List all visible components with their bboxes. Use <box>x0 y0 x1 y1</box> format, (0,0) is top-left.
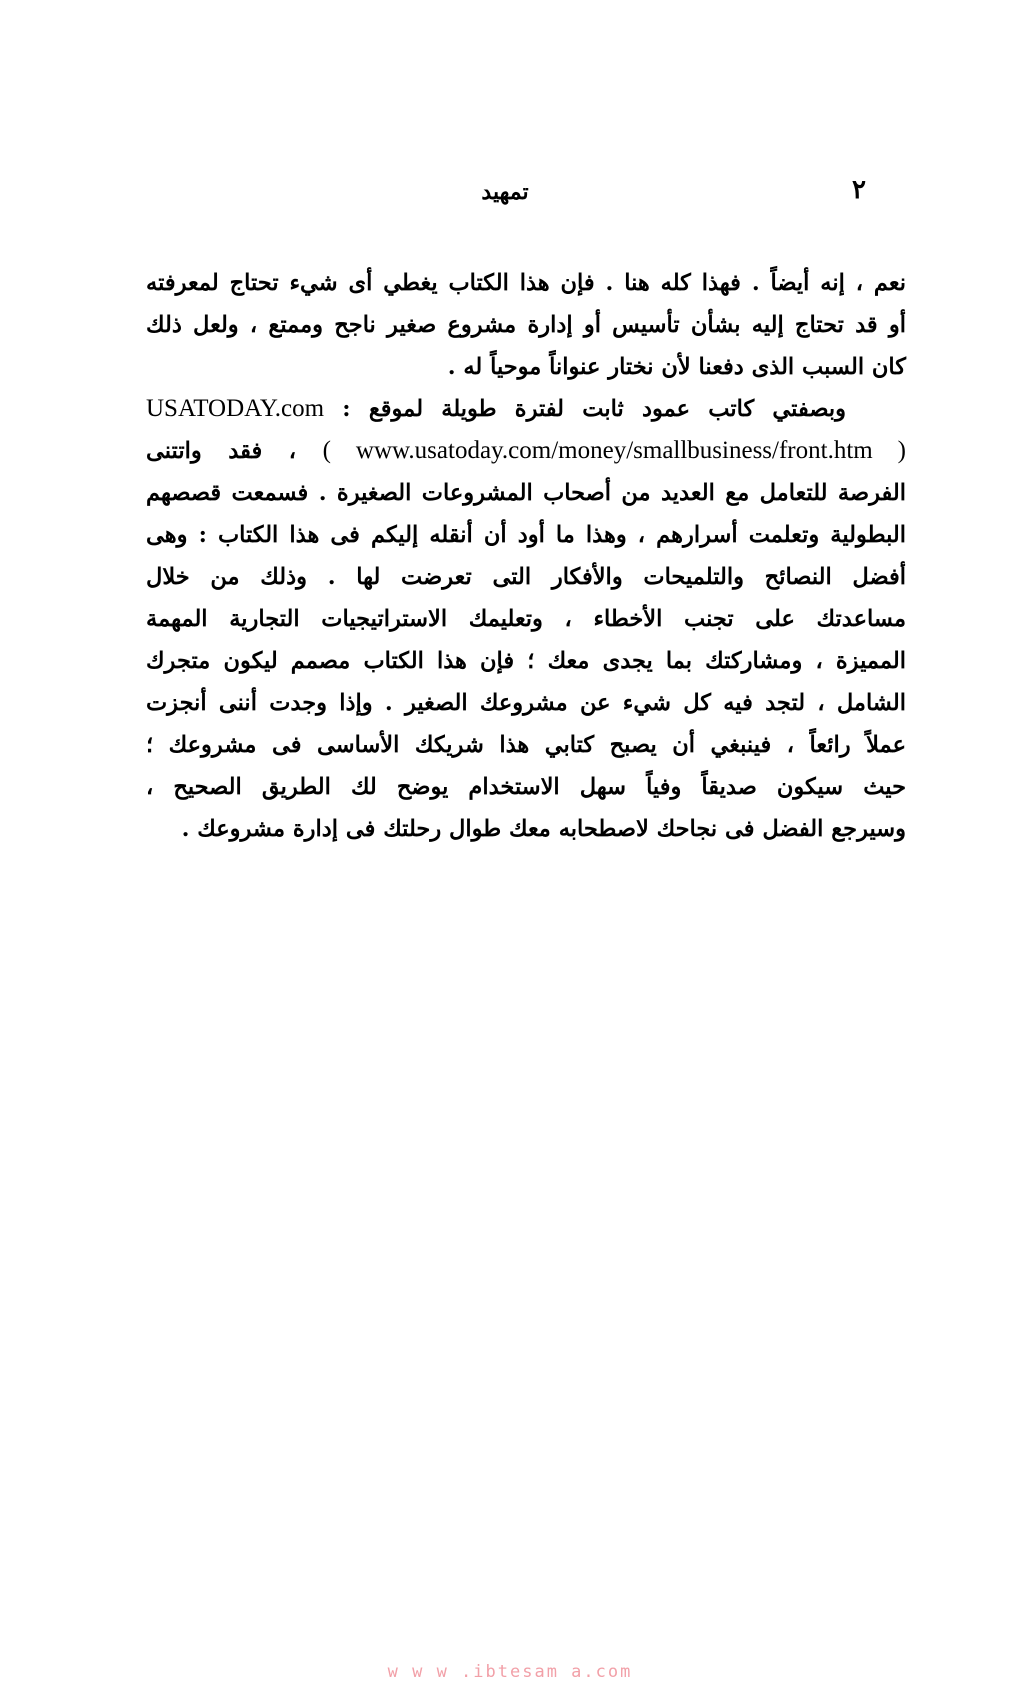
text-line: الفرصة للتعامل مع العديد من أصحاب المشروعات الصغيرة . فسمعت قصصهم <box>146 480 906 506</box>
site-url: ( www.usatoday.com/money/smallbusiness/front.htm ) <box>322 437 907 464</box>
text-line: وسيرجع الفضل فى نجاحك لاصطحابه معك طوال رحلتك فى إدارة مشروعك . <box>181 816 906 842</box>
text-fragment: ، فقد واتتنى <box>146 438 297 464</box>
body-text <box>146 262 906 850</box>
text-line: نعم ، إنه أيضاً . فهذا كله هنا . فإن هذا الكتاب يغطي أى شيء تحتاج لمعرفته <box>146 270 906 296</box>
text-line: الشامل ، لتجد فيه كل شيء عن مشروعك الصغير . وإذا وجدت أننى أنجزت <box>146 690 906 716</box>
text-line: المميزة ، ومشاركتك بما يجدى معك ؛ فإن هذا الكتاب مصمم ليكون متجرك <box>146 648 906 674</box>
text-line-mixed <box>146 388 906 430</box>
watermark: w w w .ibtesam a.com <box>387 1662 633 1682</box>
text-line: مساعدتك على تجنب الأخطاء ، وتعليمك الاستراتيجيات التجارية المهمة <box>146 606 906 632</box>
running-title: تمهيد <box>481 179 529 205</box>
text-line: البطولية وتعلمت أسرارهم ، وهذا ما أود أن أنقله إليكم فى هذا الكتاب : وهى <box>146 522 906 548</box>
text-line: أفضل النصائح والتلميحات والأفكار التى تعرضت لها . وذلك من خلال <box>146 564 906 590</box>
text-line-mixed <box>146 430 906 472</box>
text-line: كان السبب الذى دفعنا لأن نختار عنواناً موحياً له . <box>447 354 906 380</box>
text-fragment: وبصفتي كاتب عمود ثابت لفترة طويلة لموقع : <box>342 396 846 422</box>
text-line: عملاً رائعاً ، فينبغي أن يصبح كتابي هذا شريكك الأساسى فى مشروعك ؛ <box>146 732 906 758</box>
page-number: ٢ <box>852 175 866 205</box>
text-line: حيث سيكون صديقاً وفياً سهل الاستخدام يوضح لك الطريق الصحيح ، <box>146 774 906 800</box>
text-line: أو قد تحتاج إليه بشأن تأسيس أو إدارة مشروع صغير ناجح وممتع ، ولعل ذلك <box>146 312 906 338</box>
site-name: USATODAY.com <box>146 395 325 422</box>
